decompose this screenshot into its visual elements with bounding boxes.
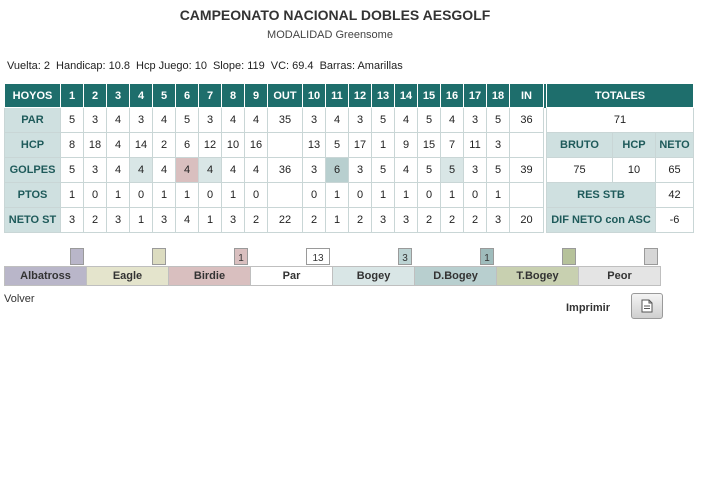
- row-ptos: [5, 183, 694, 208]
- score-cell: 3: [464, 158, 487, 183]
- score-cell: 1: [395, 183, 418, 208]
- score-cell: 4: [222, 158, 245, 183]
- header-cell: IN: [510, 84, 544, 108]
- row-label: HCP: [5, 133, 61, 158]
- score-cell: 39: [510, 158, 544, 183]
- row-label: GOLPES: [5, 158, 61, 183]
- score-cell: 4: [107, 108, 130, 133]
- info-handicap: Handicap: 10.8: [56, 60, 131, 72]
- totales-header: TOTALES: [547, 84, 694, 108]
- score-cell: 14: [130, 133, 153, 158]
- legend-peor: Peor: [578, 266, 661, 286]
- score-cell: 0: [418, 183, 441, 208]
- score-cell: 5: [418, 108, 441, 133]
- score-cell: 5: [176, 108, 199, 133]
- score-cell: 2: [418, 208, 441, 233]
- legend-count-bar: [562, 248, 576, 265]
- score-cell: 2: [441, 208, 464, 233]
- score-cell: [510, 183, 544, 208]
- score-cell: 15: [418, 133, 441, 158]
- score-cell: 0: [130, 183, 153, 208]
- score-cell: 2: [84, 208, 107, 233]
- score-cell: 18: [84, 133, 107, 158]
- score-cell: 1: [61, 183, 84, 208]
- score-cell: 1: [372, 183, 395, 208]
- score-cell: 36: [268, 158, 303, 183]
- legend-t-bogey: T.Bogey: [496, 266, 579, 286]
- document-icon: [641, 299, 653, 313]
- hcp-label: HCP: [613, 133, 656, 158]
- score-cell: 20: [510, 208, 544, 233]
- row-label: NETO ST: [5, 208, 61, 233]
- legend-d-bogey: D.Bogey: [414, 266, 497, 286]
- header-cell: 9: [245, 84, 268, 108]
- score-cell: 4: [176, 208, 199, 233]
- header-cell: 3: [107, 84, 130, 108]
- dif-label: DIF NETO con ASC: [547, 208, 656, 233]
- total-par: 71: [547, 108, 694, 133]
- score-cell: 3: [61, 208, 84, 233]
- header-cell: 4: [130, 84, 153, 108]
- score-cell: 1: [372, 133, 395, 158]
- score-cell: 13: [303, 133, 326, 158]
- row-label: PTOS: [5, 183, 61, 208]
- score-cell: 3: [349, 108, 372, 133]
- score-cell: 0: [303, 183, 326, 208]
- score-cell: 2: [303, 208, 326, 233]
- score-cell: 2: [464, 208, 487, 233]
- score-cell: 1: [326, 183, 349, 208]
- score-cell: 5: [487, 158, 510, 183]
- score-cell: 4: [153, 108, 176, 133]
- score-cell: 17: [349, 133, 372, 158]
- score-cell: 2: [153, 133, 176, 158]
- info-barras: Barras: Amarillas: [319, 60, 403, 72]
- score-cell: 2: [349, 208, 372, 233]
- header-cell: 10: [303, 84, 326, 108]
- score-cell: 36: [510, 108, 544, 133]
- header-cell: 1: [61, 84, 84, 108]
- score-cell: 1: [326, 208, 349, 233]
- row-hcp: [5, 133, 694, 158]
- score-cell: 0: [349, 183, 372, 208]
- hcp-value: 10: [613, 158, 656, 183]
- score-cell: 1: [222, 183, 245, 208]
- res-stb-value: 42: [656, 183, 694, 208]
- info-vc: VC: 69.4: [270, 60, 314, 72]
- legend-count-bar: 3: [398, 248, 412, 265]
- dif-value: -6: [656, 208, 694, 233]
- score-cell: 4: [107, 133, 130, 158]
- score-cell: 35: [268, 108, 303, 133]
- legend-count-bar: [152, 248, 166, 265]
- imprimir-label: Imprimir: [566, 302, 611, 314]
- score-cell: 3: [487, 133, 510, 158]
- header-cell: 11: [326, 84, 349, 108]
- score-cell: 3: [487, 208, 510, 233]
- info-hcp-juego: Hcp Juego: 10: [136, 60, 207, 72]
- neto-label: NETO: [656, 133, 694, 158]
- header-cell: 5: [153, 84, 176, 108]
- header-cell: 16: [441, 84, 464, 108]
- score-cell: 5: [372, 158, 395, 183]
- legend-eagle: Eagle: [86, 266, 169, 286]
- bruto-label: BRUTO: [547, 133, 613, 158]
- row-neto-st: [5, 208, 694, 233]
- header-cell: 14: [395, 84, 418, 108]
- score-cell: 11: [464, 133, 487, 158]
- score-cell: 22: [268, 208, 303, 233]
- score-cell: 4: [245, 108, 268, 133]
- score-cell: 1: [199, 208, 222, 233]
- score-cell: 3: [222, 208, 245, 233]
- score-cell: 0: [464, 183, 487, 208]
- score-cell: 3: [349, 158, 372, 183]
- header-cell: 2: [84, 84, 107, 108]
- score-cell: 1: [153, 183, 176, 208]
- score-cell: 10: [222, 133, 245, 158]
- score-cell: 4: [222, 108, 245, 133]
- header-cell: 7: [199, 84, 222, 108]
- score-cell: 3: [464, 108, 487, 133]
- score-cell: 16: [245, 133, 268, 158]
- score-cell: 3: [84, 158, 107, 183]
- score-cell: 3: [84, 108, 107, 133]
- score-cell: 6: [326, 158, 349, 183]
- legend-bogey: Bogey: [332, 266, 415, 286]
- player-info: [7, 60, 409, 72]
- score-cell: 4: [107, 158, 130, 183]
- score-cell: 3: [303, 108, 326, 133]
- score-cell: 1: [441, 183, 464, 208]
- score-cell: 5: [418, 158, 441, 183]
- score-cell: 1: [107, 183, 130, 208]
- score-cell: 3: [303, 158, 326, 183]
- score-cell: [268, 183, 303, 208]
- score-cell: 4: [176, 158, 199, 183]
- score-cell: 4: [395, 158, 418, 183]
- legend-par: Par: [250, 266, 333, 286]
- score-cell: 6: [176, 133, 199, 158]
- legend-count-bar: [70, 248, 84, 265]
- info-slope: Slope: 119: [212, 60, 265, 72]
- header-cell: 15: [418, 84, 441, 108]
- score-cell: 5: [372, 108, 395, 133]
- legend-albatross: Albatross: [4, 266, 87, 286]
- legend-count-bar: 1: [480, 248, 494, 265]
- volver-link[interactable]: Volver: [4, 293, 35, 305]
- print-button[interactable]: [631, 293, 663, 319]
- scorecard-table: [4, 83, 694, 233]
- score-cell: 1: [130, 208, 153, 233]
- neto-value: 65: [656, 158, 694, 183]
- score-cell: 3: [199, 108, 222, 133]
- header-cell: 17: [464, 84, 487, 108]
- score-cell: 3: [372, 208, 395, 233]
- header-cell: 18: [487, 84, 510, 108]
- legend-count-bar: [644, 248, 658, 265]
- score-cell: 12: [199, 133, 222, 158]
- score-cell: 0: [199, 183, 222, 208]
- score-cell: 4: [153, 158, 176, 183]
- header-cell: 13: [372, 84, 395, 108]
- header-cell: OUT: [268, 84, 303, 108]
- legend-count-bar: 13: [306, 248, 330, 265]
- header-cell: 12: [349, 84, 372, 108]
- score-cell: 3: [130, 108, 153, 133]
- bruto-value: 75: [547, 158, 613, 183]
- info-vuelta: Vuelta: 2: [7, 60, 51, 72]
- score-cell: 4: [245, 158, 268, 183]
- score-cell: 1: [487, 183, 510, 208]
- header-cell: HOYOS: [5, 84, 61, 108]
- row-golpes: [5, 158, 694, 183]
- score-cell: 4: [199, 158, 222, 183]
- score-cell: 4: [130, 158, 153, 183]
- score-cell: 9: [395, 133, 418, 158]
- score-cell: 1: [176, 183, 199, 208]
- row-par: [5, 108, 694, 133]
- score-cell: 0: [245, 183, 268, 208]
- page-subtitle: MODALIDAD Greensome: [267, 29, 393, 41]
- score-cell: 3: [107, 208, 130, 233]
- score-cell: 5: [487, 108, 510, 133]
- score-cell: 4: [441, 108, 464, 133]
- score-cell: 4: [395, 108, 418, 133]
- score-cell: 2: [245, 208, 268, 233]
- score-cell: 3: [153, 208, 176, 233]
- header-cell: 6: [176, 84, 199, 108]
- score-cell: 5: [441, 158, 464, 183]
- score-cell: 5: [61, 158, 84, 183]
- score-cell: 3: [395, 208, 418, 233]
- score-cell: 0: [84, 183, 107, 208]
- score-cell: 4: [326, 108, 349, 133]
- score-cell: 5: [326, 133, 349, 158]
- res-stb-label: RES STB: [547, 183, 656, 208]
- row-label: PAR: [5, 108, 61, 133]
- legend-count-bar: 1: [234, 248, 248, 265]
- header-cell: 8: [222, 84, 245, 108]
- header-row: [5, 84, 694, 108]
- page-title: CAMPEONATO NACIONAL DOBLES AESGOLF: [179, 7, 491, 23]
- score-cell: [268, 133, 303, 158]
- legend-birdie: Birdie: [168, 266, 251, 286]
- score-legend: [4, 248, 664, 288]
- score-cell: 5: [61, 108, 84, 133]
- score-cell: [510, 133, 544, 158]
- score-cell: 8: [61, 133, 84, 158]
- score-cell: 7: [441, 133, 464, 158]
